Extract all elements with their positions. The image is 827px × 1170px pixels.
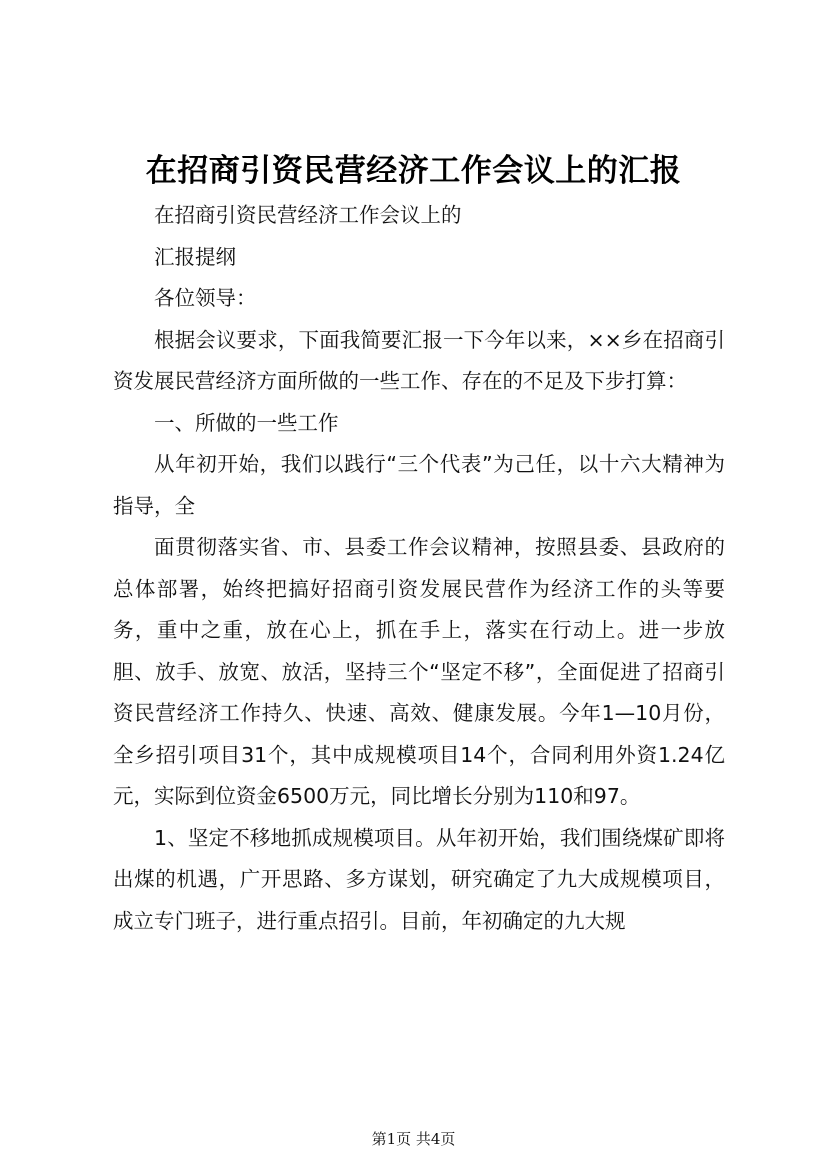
paragraph-heading-line2: 汇报提纲	[154, 244, 236, 269]
paragraph-section1-a: 从年初开始，我们以践行“三个代表”为己任，以十六大精神为指导，全	[113, 452, 725, 518]
paragraph-section1-b: 面贯彻落实省、市、县委工作会议精神，按照县委、县政府的总体部署，始终把搞好招商引资发展民营作为经济工作的头等要务，重中之重，放在心上，抓在手上，落实在行动上。进一步放胆、放手、放宽、放活，坚持三个“坚定不移”，全面促进了招商引资民营经济工作持久、快速、高效、健康发展。今年1—10月份，全乡招引项目31个，其中成规模项目14个，合同利用外资1.24亿元，实际到位资金6500万元，同比增长分别为110和97。	[113, 535, 725, 808]
paragraph-intro: 根据会议要求，下面我简要汇报一下今年以来，××乡在招商引资发展民营经济方面所做的一些工作、存在的不足及下步打算：	[113, 327, 725, 393]
paragraph-heading-line1: 在招商引资民营经济工作会议上的	[154, 203, 462, 227]
page-number-footer: 第1页 共4页	[371, 1130, 456, 1148]
document-title: 在招商引资民营经济工作会议上的汇报	[145, 153, 682, 189]
paragraph-item-1: 1、坚定不移地抓成规模项目。从年初开始，我们围绕煤矿即将出煤的机遇，广开思路、多方谋划，研究确定了九大成规模项目，成立专门班子，进行重点招引。目前，年初确定的九大规	[113, 825, 725, 933]
section-heading-1: 一、所做的一些工作	[154, 410, 339, 435]
document-body	[113, 195, 725, 942]
salutation: 各位领导：	[154, 286, 257, 310]
